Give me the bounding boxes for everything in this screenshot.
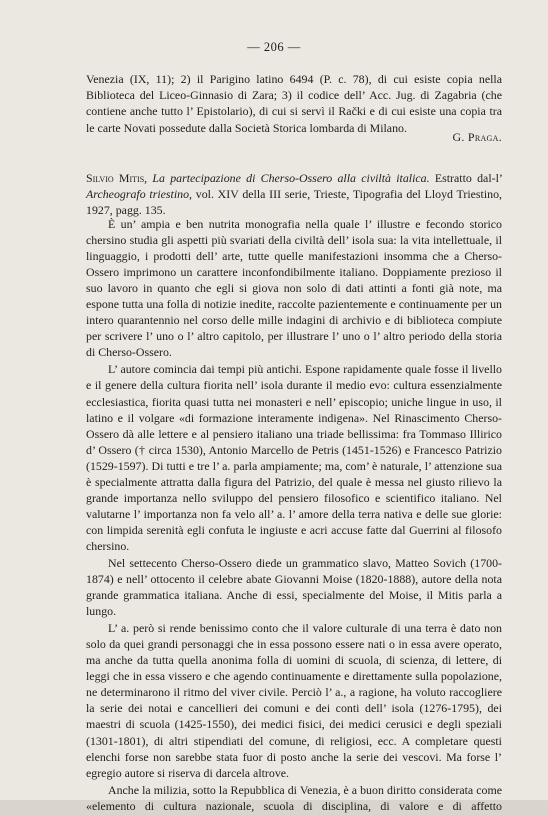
body-paragraph: L’ a. però si rende benissimo conto che il valore culturale di una terra è dato non solo da quei grandi personaggi che in essa possono essere nati o in essa avere operato, ma anche da tutta quella anonima folla di uomini di scuola, di scienza, di lettere, di leggi che in essa vissero e che agendo continuamente e direttamente sulla popolazione, ne determinarono il ritmo del viver civile. Perciò l’ a., a ragione, ha voluto raccogliere la serie dei notai e cancellieri dei comuni e dei conti dell’ isola (1276-1795), dei maestri di scuola (1425-1550), dei medici fisici, dei medici cerusici e degli speziali (1301-1801), di altri stipendiati del comune, di religiosi, ecc. A completare questi elenchi forse non sarebbe stata fuor di posto anche la serie dei vescovi. Ma forse l’ egregio autore si riserva di darcela altrove. <box>86 621 502 780</box>
paragraph-text: Venezia (IX, 11); 2) il Parigino latino 6494 (P. c. 78), di cui esiste copia nella Biblioteca del Liceo-Ginnasio di Zara; 3) il codice dell’ Acc. Jug. di Zagabria (che contiene anche tutto l’ Epistolario), di cui si servì il Rački e di cui esiste una copia tra le carte Novati possedute dalla Società Storica lombarda di Milano. <box>86 72 502 135</box>
review-details: vol. XIV della III serie, Trieste, Tipografia del Lloyd Triestino, 1927, pagg. 135. <box>86 187 502 218</box>
review-author: Silvio Mitis, <box>86 171 148 185</box>
review-body <box>86 216 502 815</box>
page-number: — 206 — <box>247 40 301 54</box>
body-paragraph: È un’ ampia e ben nutrita monografia nella quale l’ illustre e fecondo storico chersino studia gli aspetti più svariati della civiltà dell’ isola sua: la vita intellettuale, il linguaggio, i prodotti dell’ arte, tutte quelle manifestazioni insomma che a Cherso-Ossero imprimono un carattere inconfondibilmente italiano. Doppiamente prezioso il suo lavoro in quanto che egli si giova non solo di dati attinti a fonti già note, ma espone tutta una folla di notizie inedite, raccolte pazientemente e continuamente per un intero quarantennio nel corso delle mille indagini di archivio e di biblioteca compiute per scrivere l’ uno o l’ altro capitolo, per illustrare l’ uno o l’ altro periodo della storia di Cherso-Ossero. <box>86 217 502 360</box>
review-title: La partecipazione di Cherso-Ossero alla civiltà italica. <box>152 171 430 185</box>
review-extract-prefix: Estratto dal-l’ <box>434 171 502 185</box>
body-paragraph: Nel settecento Cherso-Ossero diede un grammatico slavo, Matteo Sovich (1700-1874) e nell’ ottocento il celebre abate Giovanni Moise (1820-1888), autore della nota grande grammatica italiana. Anche di essi, specialmente del Moise, il Mitis parla a lungo. <box>86 555 502 619</box>
review-reference <box>86 170 502 219</box>
author-signature: G. Praga. <box>452 130 502 144</box>
continued-paragraph <box>86 71 502 136</box>
review-journal: Archeografo triestino, <box>86 187 193 202</box>
body-paragraph: L’ autore comincia dai tempi più antichi. Espone rapidamente quale fosse il livello e il genere della cultura fiorita nell’ isola durante il medio evo: cultura essenzialmente ecclesiastica, fiorita quasi tutta nei monasteri e nell’ episcopio; uniche lingue in uso, il latino e il volgare «di formazione interamente indigena». Nel Rinascimento Cherso-Ossero dà alle lettere e al pensiero italiano una triade bellissima: fra Tommaso Illirico d’ Ossero († circa 1530), Antonio Marcello de Petris (1451-1526) e Francesco Patrizio (1529-1597). Di tutti e tre l’ a. parla ampiamente; ma, com’ è naturale, l’ attenzione sua è specialmente attratta dalla figura del Patrizio, del quale è messa nel giusto rilievo la grande importanza nello sviluppo del pensiero filosofico e scientifico italiano. Nel valutarne l’ importanza non fa velo all’ a. l’ amore della terra nativa e delle sue glorie: con limpida serenità egli confuta le ingiuste e acri accuse fatte dal Guerrini al filosofo chersino. <box>86 362 502 553</box>
body-paragraph: Anche la milizia, sotto la Repubblica di Venezia, è a buon diritto considerata come «elemento di cultura nazionale, scuola di disciplina, di valore e di affetto <box>86 782 502 813</box>
